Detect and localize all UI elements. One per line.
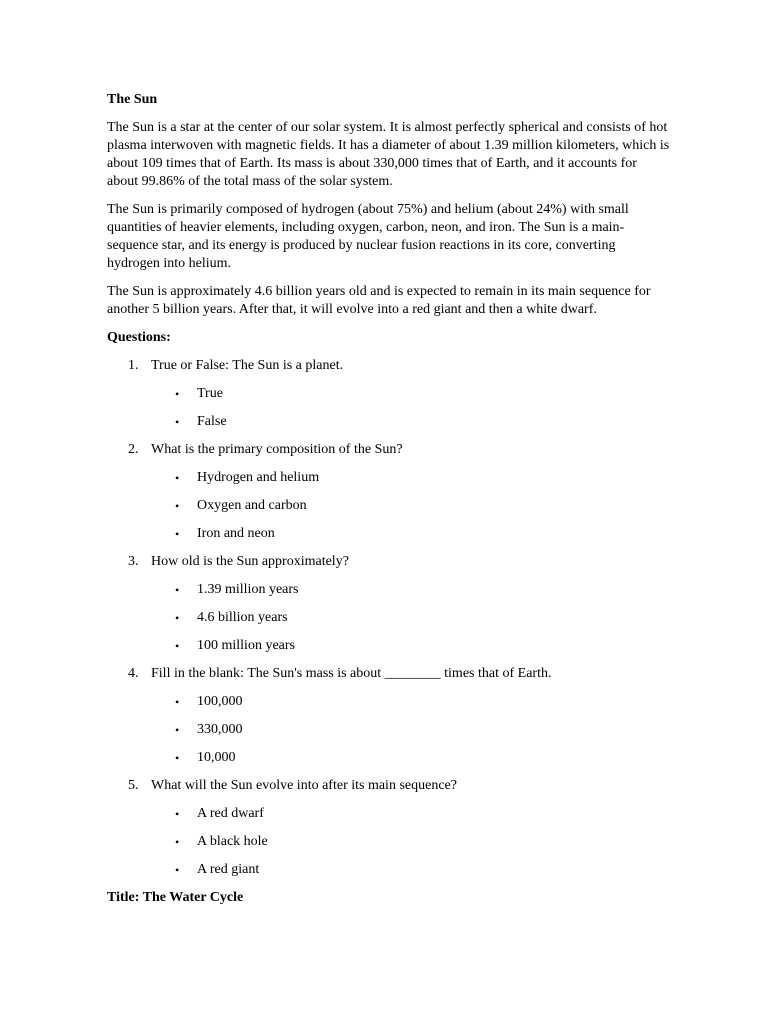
bullet-icon: •	[175, 527, 180, 541]
paragraph-line: plasma interwoven with magnetic fields. It has a diameter of about 1.39 million kilometers, which is	[107, 138, 670, 153]
option-label: 100,000	[197, 694, 243, 709]
question-label: How old is the Sun approximately?	[151, 554, 349, 569]
option-item	[107, 721, 667, 739]
paragraph-intro	[107, 119, 670, 191]
option-item	[107, 805, 667, 823]
options-list	[107, 469, 667, 543]
paragraph-line: about 109 times that of Earth. Its mass is about 330,000 times that of Earth, and it accounts for	[107, 156, 637, 171]
question-item	[107, 665, 667, 767]
question-label: What is the primary composition of the Sun?	[151, 442, 403, 457]
question-label: True or False: The Sun is a planet.	[151, 358, 344, 373]
next-section-title: Title: The Water Cycle	[107, 890, 244, 905]
option-label: True	[197, 386, 223, 401]
paragraph-age	[107, 283, 667, 319]
question-number: 4.	[128, 666, 139, 681]
option-label: 1.39 million years	[197, 582, 299, 597]
option-label: A red giant	[197, 862, 260, 877]
question-text	[107, 665, 667, 683]
option-label: A red dwarf	[197, 806, 264, 821]
option-label: Hydrogen and helium	[197, 470, 320, 485]
option-label: A black hole	[197, 834, 268, 849]
question-number: 3.	[128, 554, 139, 569]
question-number: 1.	[128, 358, 139, 373]
document-page	[107, 91, 670, 907]
question-text	[107, 441, 667, 459]
option-item	[107, 385, 667, 403]
paragraph-composition	[107, 201, 667, 273]
paragraph-line: The Sun is primarily composed of hydrogen (about 75%) and helium (about 24%) with small	[107, 202, 629, 217]
option-label: 10,000	[197, 750, 236, 765]
question-item	[107, 441, 667, 543]
option-item	[107, 833, 667, 851]
options-list	[107, 385, 667, 431]
questions-heading: Questions:	[107, 330, 171, 345]
option-label: Oxygen and carbon	[197, 498, 307, 513]
option-item	[107, 637, 667, 655]
paragraph-line: The Sun is a star at the center of our solar system. It is almost perfectly spherical and consists of hot	[107, 120, 668, 135]
paragraph-line: another 5 billion years. After that, it will evolve into a red giant and then a white dwarf.	[107, 302, 597, 317]
bullet-icon: •	[175, 863, 180, 877]
option-item	[107, 581, 667, 599]
option-label: 100 million years	[197, 638, 295, 653]
bullet-icon: •	[175, 807, 180, 821]
option-item	[107, 693, 667, 711]
paragraph-line: sequence star, and its energy is produced by nuclear fusion reactions in its core, converting	[107, 238, 616, 253]
paragraph-line: quantities of heavier elements, including oxygen, carbon, neon, and iron. The Sun is a main-	[107, 220, 625, 235]
option-item	[107, 525, 667, 543]
option-label: Iron and neon	[197, 526, 275, 541]
bullet-icon: •	[175, 583, 180, 597]
question-number: 2.	[128, 442, 139, 457]
bullet-icon: •	[175, 415, 180, 429]
paragraph-line: hydrogen into helium.	[107, 256, 232, 271]
question-number: 5.	[128, 778, 139, 793]
question-item	[107, 777, 667, 879]
option-item	[107, 497, 667, 515]
bullet-icon: •	[175, 611, 180, 625]
question-item	[107, 553, 667, 655]
question-text	[107, 357, 667, 375]
question-label: Fill in the blank: The Sun's mass is about ________ times that of Earth.	[151, 666, 552, 681]
option-item	[107, 749, 667, 767]
options-list	[107, 805, 667, 879]
question-item	[107, 357, 667, 431]
option-item	[107, 609, 667, 627]
bullet-icon: •	[175, 387, 180, 401]
option-label: False	[197, 414, 227, 429]
bullet-icon: •	[175, 639, 180, 653]
options-list	[107, 581, 667, 655]
bullet-icon: •	[175, 471, 180, 485]
option-label: 330,000	[197, 722, 243, 737]
paragraph-line: The Sun is approximately 4.6 billion years old and is expected to remain in its main sequence for	[107, 284, 651, 299]
options-list	[107, 693, 667, 767]
document-title: The Sun	[107, 92, 158, 107]
option-item	[107, 413, 667, 431]
questions-list	[107, 357, 667, 879]
bullet-icon: •	[175, 751, 180, 765]
bullet-icon: •	[175, 835, 180, 849]
option-item	[107, 469, 667, 487]
bullet-icon: •	[175, 695, 180, 709]
question-text	[107, 777, 667, 795]
option-item	[107, 861, 667, 879]
bullet-icon: •	[175, 499, 180, 513]
option-label: 4.6 billion years	[197, 610, 288, 625]
question-label: What will the Sun evolve into after its main sequence?	[151, 778, 457, 793]
bullet-icon: •	[175, 723, 180, 737]
paragraph-line: about 99.86% of the total mass of the solar system.	[107, 174, 393, 189]
question-text	[107, 553, 667, 571]
